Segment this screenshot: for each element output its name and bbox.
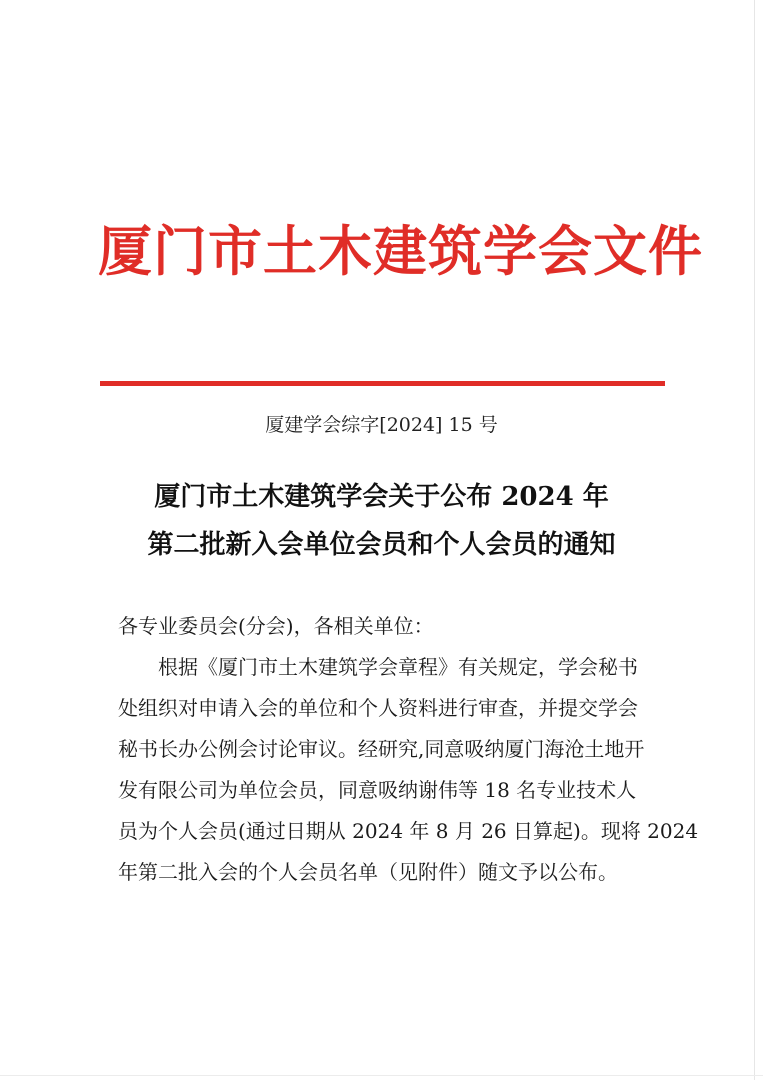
body-line-4: 发有限公司为单位会员，同意吸纳谢伟等 18 名专业技术人 bbox=[118, 778, 637, 802]
body-line-6: 年第二批入会的个人会员名单（见附件）随文予以公布。 bbox=[118, 860, 618, 884]
salutation: 各专业委员会(分会)，各相关单位： bbox=[118, 614, 434, 638]
body-line-1: 根据《厦门市土木建筑学会章程》有关规定，学会秘书 bbox=[158, 655, 638, 679]
document-header-title: 厦门市土木建筑学会文件 bbox=[98, 220, 703, 283]
body-line-2: 处组织对申请入会的单位和个人资料进行审查，并提交学会 bbox=[118, 696, 638, 720]
header-red-divider bbox=[100, 381, 665, 386]
page-edge-bottom bbox=[0, 1075, 763, 1076]
notice-title-line-1: 厦门市土木建筑学会关于公布 2024 年 bbox=[154, 482, 609, 512]
notice-title-line-2: 第二批新入会单位会员和个人会员的通知 bbox=[147, 530, 616, 560]
body-line-3: 秘书长办公例会讨论审议。经研究,同意吸纳厦门海沧土地开 bbox=[118, 737, 645, 761]
document-number-text: 厦建学会综字[2024] 15 号 bbox=[265, 414, 498, 436]
document-number bbox=[0, 412, 763, 438]
body-line-5: 员为个人会员(通过日期从 2024 年 8 月 26 日算起)。现将 2024 bbox=[118, 819, 699, 843]
